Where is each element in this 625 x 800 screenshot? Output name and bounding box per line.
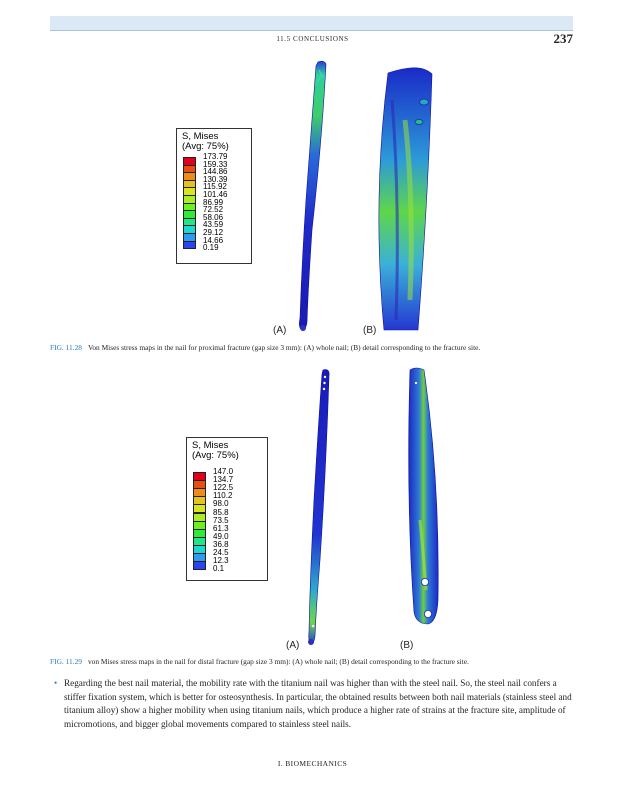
legend-value: 14.66 [203, 235, 224, 245]
legend-value: 86.99 [203, 197, 224, 207]
legend-title: S, Mises (Avg: 75%) [192, 440, 239, 461]
panel-label-a: (A) [273, 325, 287, 336]
footer-section: I. BIOMECHANICS [277, 759, 348, 768]
caption-text: Von Mises stress maps in the nail for proximal fracture (gap size 3 mm): (A) whole nail; (B) detail corresponding to the fracture site. [87, 343, 481, 352]
legend-value: 0.19 [203, 243, 219, 253]
legend-value: 29.12 [203, 228, 224, 237]
legend-title: S, Mises (Avg: 75%) [182, 131, 229, 152]
nail-28b-body [379, 68, 432, 330]
panel-label-a: (A) [286, 640, 300, 651]
page-number: 237 [553, 31, 573, 46]
paragraph-text: Regarding the best nail material, the mobility rate with the titanium nail was higher than with the steel nail. So, the steel nail confers a stiffer fixation system, which is better for osteosynthesis. In particular, the obtained results between both nail materials (stainless steel and titanium alloy) show a higher mobility when using titanium nails, which produce a higher rate of strains at the fracture site, amplitude of micromotions, and bigger global movements compared to stainless steel nails. [64, 678, 572, 729]
legend-value: 98.0 [213, 499, 229, 509]
caption-text: von Mises stress maps in the nail for distal fracture (gap size 3 mm): (A) whole nail; (B) detail corresponding to the fracture site. [87, 657, 469, 666]
figure-caption-28 [50, 343, 580, 353]
figure-label: FIG. 11.28 [50, 343, 82, 352]
panel-label-b: (B) [363, 325, 377, 336]
legend-value: 122.5 [213, 483, 234, 493]
figure-caption-29 [50, 657, 580, 667]
legend-value: 159.33 [203, 159, 228, 169]
legend-value: 49.0 [213, 531, 229, 541]
legend-value: 0.1 [213, 564, 225, 574]
legend-color-swatch [193, 561, 206, 570]
bullet-paragraph [50, 677, 578, 731]
legend-value: 36.8 [213, 539, 229, 549]
nail-29a-body [309, 370, 329, 644]
legend-value: 61.3 [213, 523, 229, 533]
legend-value: 115.92 [203, 182, 227, 192]
legend-value: 24.5 [213, 548, 229, 557]
bullet-dot-icon: • [54, 678, 58, 688]
legend-value: 110.2 [213, 491, 233, 501]
legend-value: 43.59 [203, 220, 224, 230]
legend-value: 73.5 [213, 515, 229, 525]
running-head: 11.5 CONCLUSIONS [276, 35, 349, 43]
stress-legend-fig29 [186, 437, 268, 581]
nail-28a-body [299, 61, 326, 330]
figure-label: FIG. 11.29 [50, 657, 82, 666]
legend-value: 12.3 [213, 556, 229, 566]
legend-value: 134.7 [213, 475, 234, 485]
panel-label-b: (B) [400, 640, 414, 651]
legend-value: 173.79 [203, 152, 228, 161]
legend-value: 58.06 [203, 212, 224, 222]
legend-value: 144.86 [203, 167, 228, 177]
legend-value: 72.52 [203, 205, 224, 215]
legend-value: 147.0 [213, 467, 234, 476]
legend-value: 130.39 [203, 174, 228, 184]
legend-value: 85.8 [213, 507, 229, 517]
legend-value: 101.46 [203, 190, 228, 199]
